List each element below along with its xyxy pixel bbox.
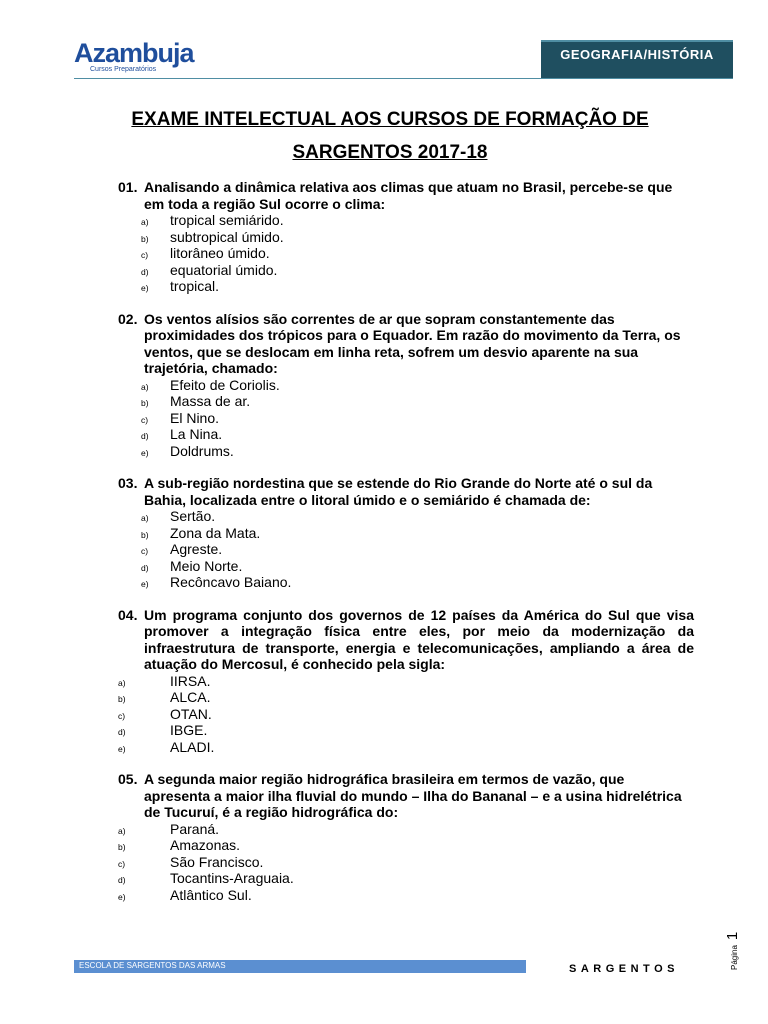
option-b (118, 689, 694, 706)
option-letter: a) (141, 381, 149, 392)
option-text: IIRSA. (170, 672, 211, 689)
question-stem (118, 311, 694, 377)
question-text: Os ventos alísios são correntes de ar que sopram constantemente das proximidades dos trópicos para o Equador. Em razão do movimento da Terra, os ventos, que se deslocam em linha reta, sofrem um desvio aparente na sua trajetória, chamado: (144, 310, 681, 376)
azambuja-logo (74, 38, 194, 78)
question-2 (118, 311, 694, 460)
option-list (118, 673, 694, 756)
page-number: 1 (724, 931, 741, 941)
option-letter: d) (141, 431, 149, 441)
option-letter: b) (118, 842, 126, 852)
subject-label: GEOGRAFIA/HISTÓRIA (560, 47, 714, 62)
option-list (118, 377, 694, 460)
option-list (118, 508, 694, 591)
option-text: Agreste. (170, 541, 223, 557)
option-c (118, 706, 694, 723)
option-e (118, 443, 694, 460)
option-letter: c) (141, 250, 149, 260)
footer-sargentos-label: SARGENTOS (569, 963, 679, 975)
footer-school-name: ESCOLA DE SARGENTOS DAS ARMAS (79, 961, 226, 970)
option-letter: e) (141, 579, 149, 589)
option-b (118, 393, 694, 410)
option-text: Massa de ar. (170, 393, 251, 409)
question-list (118, 179, 694, 919)
question-1 (118, 179, 694, 295)
option-a (118, 673, 694, 690)
option-letter: d) (141, 266, 149, 277)
option-text: tropical semiárido. (170, 212, 284, 228)
page-label: Página (730, 945, 739, 970)
question-text: A sub-região nordestina que se estende do Rio Grande do Norte até o sul da Bahia, localizada entre o litoral úmido e o semiárido é chamada de: (144, 475, 653, 508)
option-d (118, 870, 694, 887)
option-text: subtropical úmido. (170, 228, 284, 245)
question-text: Analisando a dinâmica relativa aos climas que atuam no Brasil, percebe-se que em toda a região Sul ocorre o clima: (144, 179, 673, 212)
option-letter: e) (141, 447, 149, 458)
question-5 (118, 771, 694, 903)
exam-title-line-2: SARGENTOS 2017-18 (292, 142, 488, 163)
question-stem (118, 475, 694, 508)
option-letter: a) (141, 217, 149, 227)
option-text: Amazonas. (170, 837, 241, 853)
option-d (118, 426, 694, 443)
page-indicator (724, 932, 742, 970)
option-letter: b) (141, 529, 149, 540)
option-letter: d) (141, 562, 149, 573)
exam-title (80, 103, 700, 169)
option-b (118, 525, 694, 542)
option-b (118, 837, 694, 854)
option-list (118, 212, 694, 295)
option-text: Recôncavo Baiano. (170, 574, 292, 590)
option-text: Paraná. (170, 820, 220, 837)
logo-wordmark: Azambuja (74, 38, 194, 68)
exam-title-line-1: EXAME INTELECTUAL AOS CURSOS DE FORMAÇÃO DE (131, 109, 649, 130)
question-text: A segunda maior região hidrográfica brasileira em termos de vazão, que apresenta a maior ilha fluvial do mundo – Ilha do Bananal – e a usina hidrelétrica de Tucuruí, é a região hidrográfica do: (144, 771, 682, 820)
option-letter: b) (118, 694, 126, 704)
option-text: IBGE. (170, 722, 208, 738)
option-text: Sertão. (170, 508, 216, 524)
option-letter: c) (118, 858, 126, 869)
header-rule (74, 78, 733, 79)
option-c (118, 245, 694, 262)
option-text: Tocantins-Araguaia. (170, 870, 294, 886)
option-letter: d) (118, 727, 126, 737)
option-text: OTAN. (170, 705, 212, 722)
option-e (118, 887, 694, 904)
footer-bar (74, 960, 526, 973)
option-text: El Nino. (170, 409, 220, 426)
option-letter: d) (118, 875, 126, 885)
question-3 (118, 475, 694, 591)
option-c (118, 854, 694, 871)
logo-tagline: Cursos Preparatórios (90, 66, 157, 73)
option-d (118, 722, 694, 739)
option-text: equatorial úmido. (170, 261, 278, 278)
option-list (118, 821, 694, 904)
option-text: ALADI. (170, 738, 215, 755)
option-letter: b) (141, 233, 149, 244)
question-number: 03. (118, 475, 138, 491)
question-number: 01. (118, 179, 138, 195)
option-c (118, 541, 694, 558)
option-e (118, 574, 694, 591)
question-number: 04. (118, 606, 138, 623)
question-number: 05. (118, 771, 138, 787)
option-letter: a) (118, 825, 126, 836)
option-a (118, 508, 694, 525)
option-letter: c) (141, 414, 149, 425)
option-letter: b) (141, 398, 149, 408)
question-4 (118, 607, 694, 756)
question-stem (118, 179, 694, 212)
option-d (118, 262, 694, 279)
option-letter: a) (118, 677, 126, 688)
question-text: Um programa conjunto dos governos de 12 países da América do Sul que visa promover a integração física entre eles, por meio da modernização da infraestrutura de transporte, energia e telecomunicações, ampliando a área de atuação do Mercosul, é conhecido pela sigla: (144, 606, 694, 672)
option-letter: c) (118, 710, 126, 721)
option-d (118, 558, 694, 575)
option-e (118, 278, 694, 295)
option-letter: e) (118, 743, 126, 754)
question-stem (118, 771, 694, 821)
option-b (118, 229, 694, 246)
option-a (118, 377, 694, 394)
option-letter: c) (141, 546, 149, 556)
option-text: Efeito de Coriolis. (170, 376, 280, 393)
question-number: 02. (118, 310, 138, 327)
question-stem (118, 607, 694, 673)
option-text: litorâneo úmido. (170, 245, 270, 261)
option-e (118, 739, 694, 756)
option-a (118, 821, 694, 838)
option-c (118, 410, 694, 427)
option-text: Atlântico Sul. (170, 886, 252, 903)
option-text: Meio Norte. (170, 557, 243, 574)
option-text: Doldrums. (170, 442, 234, 459)
option-text: tropical. (170, 278, 220, 294)
option-letter: e) (141, 283, 149, 293)
option-text: ALCA. (170, 689, 211, 705)
option-letter: e) (118, 891, 126, 902)
option-a (118, 212, 694, 229)
option-text: São Francisco. (170, 853, 264, 870)
option-text: Zona da Mata. (170, 524, 261, 541)
option-letter: a) (141, 513, 149, 523)
option-text: La Nina. (170, 426, 223, 442)
subject-banner (541, 40, 733, 78)
